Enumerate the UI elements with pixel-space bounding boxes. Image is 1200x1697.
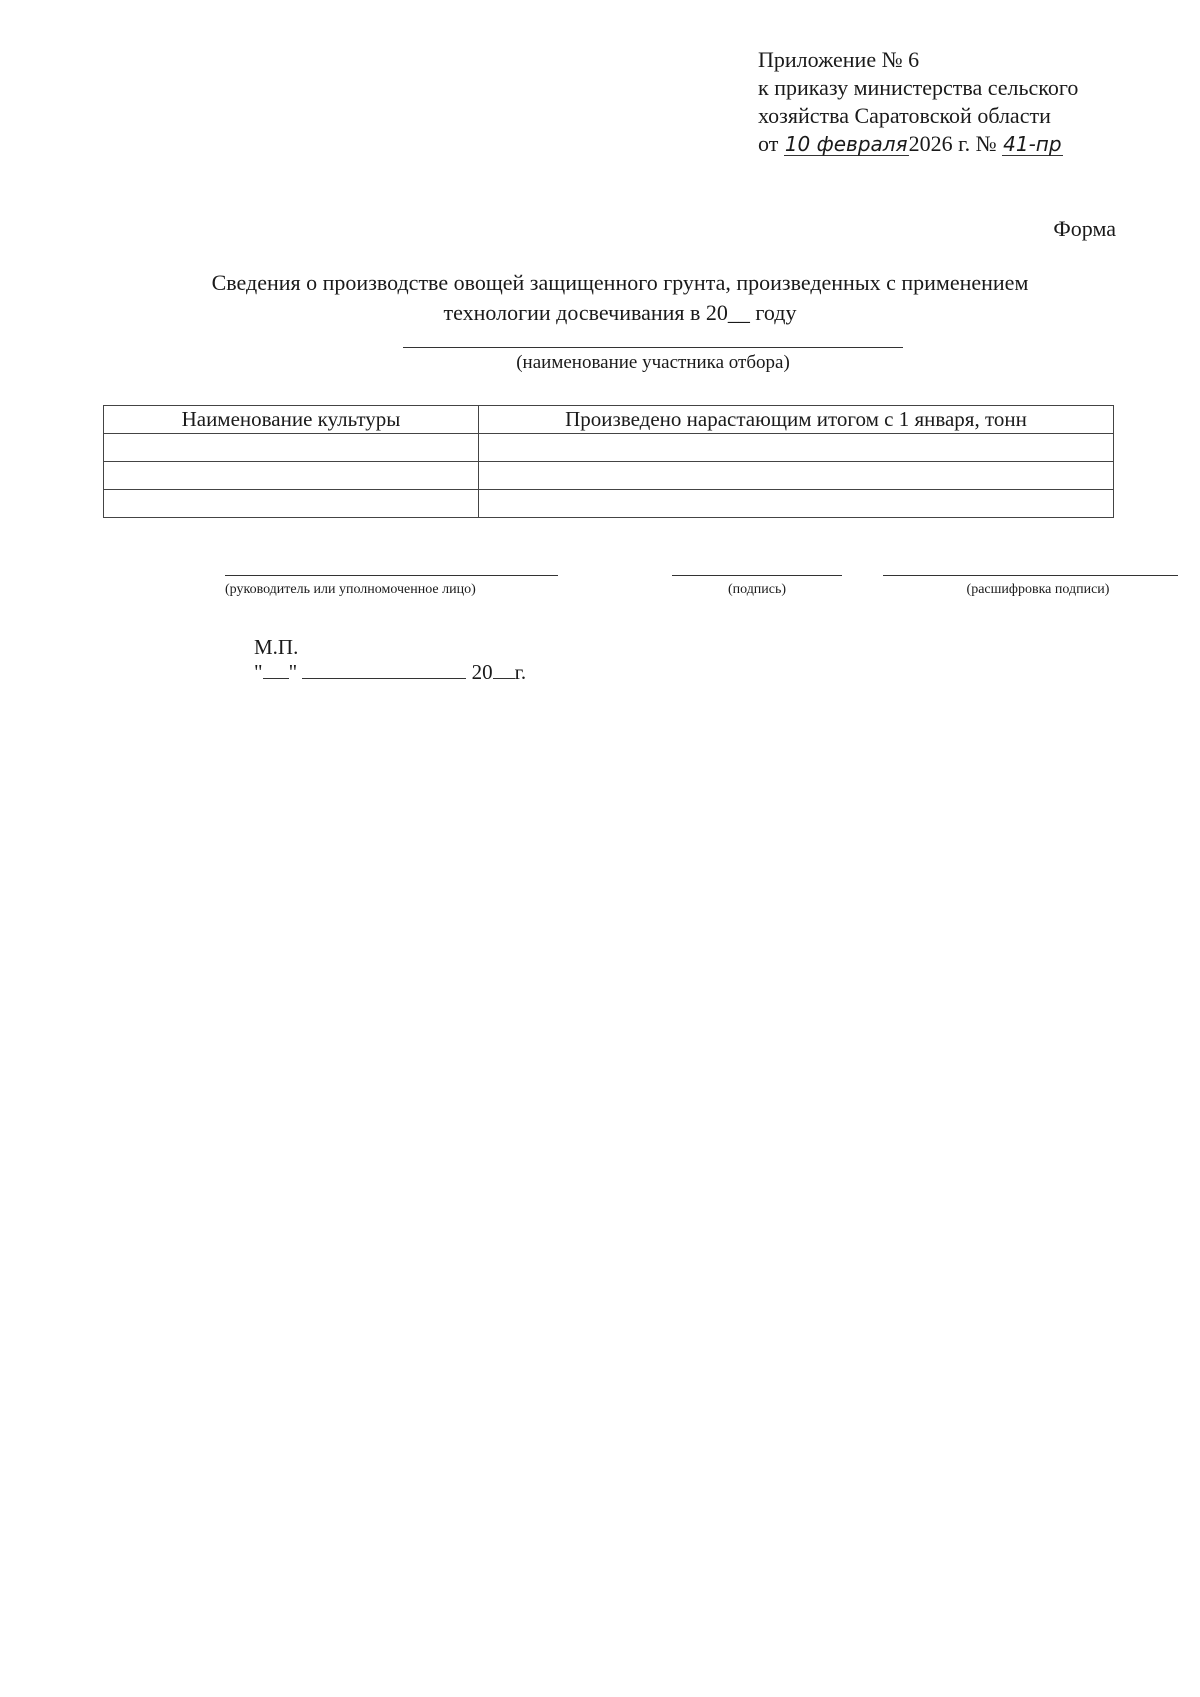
table-cell-crop[interactable] (104, 490, 479, 518)
quote-close: " (288, 660, 298, 684)
day-blank[interactable] (263, 660, 289, 679)
head-signature-line[interactable] (225, 575, 558, 576)
ministry-line: хозяйства Саратовской области (758, 103, 1051, 128)
table-cell-produced[interactable] (479, 490, 1114, 518)
participant-caption: (наименование участника отбора) (516, 352, 790, 373)
year-suffix-label: г. (514, 660, 527, 684)
table-header-row (104, 406, 1114, 434)
from-prefix: от (758, 131, 779, 156)
order-reference-line: к приказу министерства сельского (758, 75, 1079, 100)
form-label: Форма (1053, 216, 1116, 241)
year-blank[interactable] (493, 660, 515, 679)
appendix-number: Приложение № 6 (758, 47, 920, 72)
table-row (104, 490, 1114, 518)
signature-line[interactable] (672, 575, 842, 576)
head-caption: (руководитель или уполномоченное лицо) (225, 582, 476, 597)
month-blank[interactable] (302, 660, 466, 679)
column-header-crop: Наименование культуры (104, 406, 479, 434)
stamp-place-label: М.П. (254, 635, 299, 659)
table-cell-produced[interactable] (479, 462, 1114, 490)
order-date-line (758, 130, 1063, 157)
title-line-1: Сведения о производстве овощей защищенного грунта, произведенных с применением (211, 270, 1029, 295)
participant-name-line[interactable] (403, 347, 903, 348)
signature-decode-line[interactable] (883, 575, 1178, 576)
year-suffix: 2026 г. № (908, 131, 997, 156)
handwritten-date: 10 февраля (784, 132, 908, 156)
date-fill-line (254, 660, 526, 685)
quote-open: " (254, 660, 263, 684)
table-cell-crop[interactable] (104, 462, 479, 490)
table-row (104, 434, 1114, 462)
table-row (104, 462, 1114, 490)
signature-caption: (подпись) (727, 582, 787, 597)
table-cell-produced[interactable] (479, 434, 1114, 462)
handwritten-order-number: 41-пр (1003, 132, 1062, 156)
table-cell-crop[interactable] (104, 434, 479, 462)
production-table (103, 405, 1114, 518)
title-line-2: технологии досвечивания в 20__ году (443, 300, 797, 325)
signature-decode-caption: (расшифровка подписи) (966, 582, 1110, 597)
column-header-produced: Произведено нарастающим итогом с 1 января, тонн (479, 406, 1114, 434)
document-title (120, 268, 1120, 328)
year-prefix: 20 (471, 660, 493, 684)
